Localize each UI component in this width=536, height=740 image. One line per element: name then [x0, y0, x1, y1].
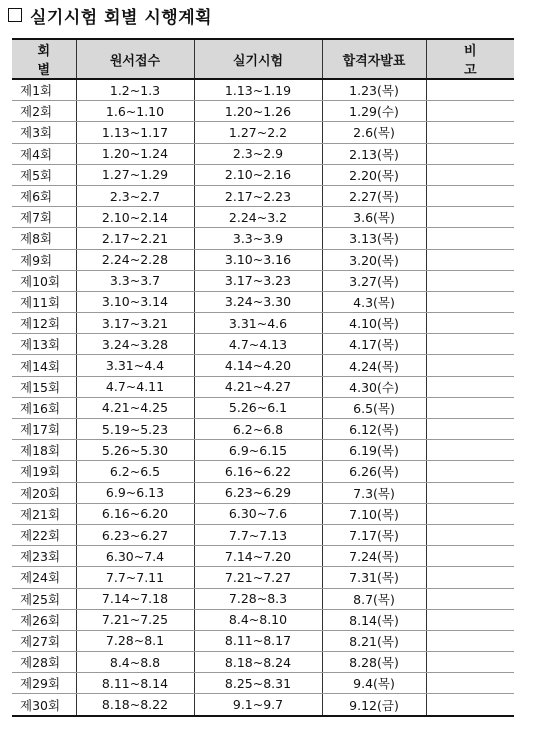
cell-round: 제29회 — [12, 673, 76, 694]
cell-application: 8.11~8.14 — [76, 673, 194, 694]
cell-remarks — [426, 249, 514, 270]
header-round: 회 별 — [12, 39, 76, 79]
cell-exam: 4.14~4.20 — [194, 355, 322, 376]
cell-announcement: 2.6(목) — [322, 122, 426, 143]
cell-round: 제3회 — [12, 122, 76, 143]
table-row — [12, 630, 514, 651]
cell-announcement: 8.21(목) — [322, 630, 426, 651]
cell-exam: 7.7~7.13 — [194, 524, 322, 545]
cell-application: 7.7~7.11 — [76, 567, 194, 588]
table-row — [12, 376, 514, 397]
cell-remarks — [426, 270, 514, 291]
cell-application: 1.6~1.10 — [76, 101, 194, 122]
cell-announcement: 8.28(목) — [322, 652, 426, 673]
table-row — [12, 461, 514, 482]
table-row — [12, 228, 514, 249]
cell-exam: 2.10~2.16 — [194, 164, 322, 185]
cell-application: 2.10~2.14 — [76, 207, 194, 228]
cell-announcement: 9.12(금) — [322, 694, 426, 716]
cell-application: 8.4~8.8 — [76, 652, 194, 673]
schedule-table — [12, 38, 514, 717]
cell-remarks — [426, 228, 514, 249]
cell-remarks — [426, 524, 514, 545]
cell-application: 7.28~8.1 — [76, 630, 194, 651]
cell-remarks — [426, 673, 514, 694]
cell-exam: 1.13~1.19 — [194, 79, 322, 101]
header-announcement: 합격자발표 — [322, 39, 426, 79]
cell-announcement: 8.14(목) — [322, 609, 426, 630]
cell-application: 2.3~2.7 — [76, 185, 194, 206]
cell-round: 제23회 — [12, 546, 76, 567]
cell-round: 제20회 — [12, 482, 76, 503]
table-row — [12, 440, 514, 461]
cell-application: 2.17~2.21 — [76, 228, 194, 249]
cell-exam: 8.25~8.31 — [194, 673, 322, 694]
header-row — [12, 39, 514, 79]
cell-round: 제4회 — [12, 143, 76, 164]
cell-remarks — [426, 376, 514, 397]
header-application: 원서접수 — [76, 39, 194, 79]
cell-application: 6.2~6.5 — [76, 461, 194, 482]
cell-announcement: 6.19(목) — [322, 440, 426, 461]
cell-exam: 6.2~6.8 — [194, 419, 322, 440]
cell-application: 4.21~4.25 — [76, 397, 194, 418]
cell-exam: 7.21~7.27 — [194, 567, 322, 588]
cell-announcement: 7.17(목) — [322, 524, 426, 545]
cell-exam: 1.20~1.26 — [194, 101, 322, 122]
cell-announcement: 4.3(목) — [322, 291, 426, 312]
cell-exam: 4.7~4.13 — [194, 334, 322, 355]
cell-application: 3.17~3.21 — [76, 313, 194, 334]
table-row — [12, 334, 514, 355]
cell-remarks — [426, 164, 514, 185]
cell-announcement: 6.12(목) — [322, 419, 426, 440]
cell-round: 제1회 — [12, 79, 76, 101]
table-row — [12, 673, 514, 694]
table-row — [12, 482, 514, 503]
cell-remarks — [426, 503, 514, 524]
cell-round: 제15회 — [12, 376, 76, 397]
table-row — [12, 313, 514, 334]
cell-application: 5.26~5.30 — [76, 440, 194, 461]
cell-remarks — [426, 79, 514, 101]
cell-round: 제21회 — [12, 503, 76, 524]
cell-exam: 6.16~6.22 — [194, 461, 322, 482]
cell-exam: 6.30~7.6 — [194, 503, 322, 524]
table-row — [12, 270, 514, 291]
cell-round: 제8회 — [12, 228, 76, 249]
cell-round: 제28회 — [12, 652, 76, 673]
cell-announcement: 7.24(목) — [322, 546, 426, 567]
cell-remarks — [426, 546, 514, 567]
cell-round: 제13회 — [12, 334, 76, 355]
cell-application: 5.19~5.23 — [76, 419, 194, 440]
cell-round: 제18회 — [12, 440, 76, 461]
cell-application: 6.23~6.27 — [76, 524, 194, 545]
cell-announcement: 4.24(목) — [322, 355, 426, 376]
table-row — [12, 79, 514, 101]
cell-announcement: 6.5(목) — [322, 397, 426, 418]
cell-remarks — [426, 567, 514, 588]
cell-remarks — [426, 101, 514, 122]
cell-announcement: 2.13(목) — [322, 143, 426, 164]
cell-remarks — [426, 630, 514, 651]
cell-remarks — [426, 440, 514, 461]
cell-application: 3.10~3.14 — [76, 291, 194, 312]
table-row — [12, 101, 514, 122]
cell-round: 제25회 — [12, 588, 76, 609]
cell-remarks — [426, 419, 514, 440]
cell-application: 6.9~6.13 — [76, 482, 194, 503]
cell-round: 제12회 — [12, 313, 76, 334]
cell-round: 제5회 — [12, 164, 76, 185]
cell-remarks — [426, 185, 514, 206]
cell-application: 7.21~7.25 — [76, 609, 194, 630]
cell-remarks — [426, 694, 514, 716]
cell-exam: 3.10~3.16 — [194, 249, 322, 270]
cell-remarks — [426, 291, 514, 312]
cell-exam: 8.18~8.24 — [194, 652, 322, 673]
cell-round: 제11회 — [12, 291, 76, 312]
cell-announcement: 6.26(목) — [322, 461, 426, 482]
cell-exam: 6.9~6.15 — [194, 440, 322, 461]
cell-remarks — [426, 482, 514, 503]
cell-exam: 7.28~8.3 — [194, 588, 322, 609]
cell-application: 1.2~1.3 — [76, 79, 194, 101]
cell-exam: 2.17~2.23 — [194, 185, 322, 206]
table-row — [12, 419, 514, 440]
cell-application: 1.13~1.17 — [76, 122, 194, 143]
cell-exam: 7.14~7.20 — [194, 546, 322, 567]
table-row — [12, 185, 514, 206]
page-title: 실기시험 회별 시행계획 — [30, 7, 213, 28]
cell-round: 제19회 — [12, 461, 76, 482]
table-row — [12, 249, 514, 270]
cell-announcement: 7.10(목) — [322, 503, 426, 524]
cell-announcement: 3.6(목) — [322, 207, 426, 228]
cell-exam: 2.3~2.9 — [194, 143, 322, 164]
cell-exam: 5.26~6.1 — [194, 397, 322, 418]
table-row — [12, 143, 514, 164]
cell-round: 제26회 — [12, 609, 76, 630]
cell-announcement: 3.13(목) — [322, 228, 426, 249]
cell-remarks — [426, 313, 514, 334]
table-row — [12, 503, 514, 524]
cell-announcement: 4.10(목) — [322, 313, 426, 334]
table-row — [12, 524, 514, 545]
cell-round: 제6회 — [12, 185, 76, 206]
cell-round: 제30회 — [12, 694, 76, 716]
cell-application: 4.7~4.11 — [76, 376, 194, 397]
cell-exam: 4.21~4.27 — [194, 376, 322, 397]
table-row — [12, 397, 514, 418]
cell-exam: 8.4~8.10 — [194, 609, 322, 630]
cell-remarks — [426, 355, 514, 376]
cell-exam: 3.31~4.6 — [194, 313, 322, 334]
cell-remarks — [426, 207, 514, 228]
cell-remarks — [426, 397, 514, 418]
table-row — [12, 546, 514, 567]
checkbox-square-icon — [8, 8, 22, 22]
cell-application: 3.3~3.7 — [76, 270, 194, 291]
table-row — [12, 164, 514, 185]
table-row — [12, 652, 514, 673]
cell-application: 8.18~8.22 — [76, 694, 194, 716]
cell-exam: 6.23~6.29 — [194, 482, 322, 503]
cell-announcement: 3.27(목) — [322, 270, 426, 291]
cell-round: 제2회 — [12, 101, 76, 122]
cell-announcement: 3.20(목) — [322, 249, 426, 270]
cell-announcement: 8.7(목) — [322, 588, 426, 609]
header-remarks: 비 고 — [426, 39, 514, 79]
cell-announcement: 1.29(수) — [322, 101, 426, 122]
cell-announcement: 4.30(수) — [322, 376, 426, 397]
cell-application: 3.31~4.4 — [76, 355, 194, 376]
title-row — [8, 2, 212, 28]
cell-exam: 3.17~3.23 — [194, 270, 322, 291]
cell-announcement: 4.17(목) — [322, 334, 426, 355]
cell-round: 제22회 — [12, 524, 76, 545]
cell-round: 제16회 — [12, 397, 76, 418]
table-row — [12, 291, 514, 312]
cell-remarks — [426, 334, 514, 355]
cell-application: 3.24~3.28 — [76, 334, 194, 355]
cell-remarks — [426, 461, 514, 482]
cell-round: 제10회 — [12, 270, 76, 291]
cell-round: 제24회 — [12, 567, 76, 588]
cell-remarks — [426, 652, 514, 673]
table-row — [12, 355, 514, 376]
cell-application: 2.24~2.28 — [76, 249, 194, 270]
table-body — [12, 79, 514, 716]
cell-round: 제27회 — [12, 630, 76, 651]
cell-announcement: 2.27(목) — [322, 185, 426, 206]
cell-round: 제14회 — [12, 355, 76, 376]
cell-round: 제17회 — [12, 419, 76, 440]
cell-application: 7.14~7.18 — [76, 588, 194, 609]
table-row — [12, 609, 514, 630]
cell-announcement: 1.23(목) — [322, 79, 426, 101]
cell-application: 1.27~1.29 — [76, 164, 194, 185]
cell-exam: 8.11~8.17 — [194, 630, 322, 651]
cell-exam: 2.24~3.2 — [194, 207, 322, 228]
cell-remarks — [426, 143, 514, 164]
table-row — [12, 588, 514, 609]
cell-remarks — [426, 588, 514, 609]
table-row — [12, 567, 514, 588]
cell-application: 1.20~1.24 — [76, 143, 194, 164]
table-row — [12, 207, 514, 228]
cell-round: 제9회 — [12, 249, 76, 270]
cell-remarks — [426, 609, 514, 630]
cell-announcement: 7.31(목) — [322, 567, 426, 588]
cell-exam: 3.24~3.30 — [194, 291, 322, 312]
cell-remarks — [426, 122, 514, 143]
cell-exam: 1.27~2.2 — [194, 122, 322, 143]
cell-announcement: 7.3(목) — [322, 482, 426, 503]
cell-application: 6.30~7.4 — [76, 546, 194, 567]
table-row — [12, 122, 514, 143]
cell-round: 제7회 — [12, 207, 76, 228]
cell-announcement: 2.20(목) — [322, 164, 426, 185]
header-exam: 실기시험 — [194, 39, 322, 79]
table-row — [12, 694, 514, 716]
cell-application: 6.16~6.20 — [76, 503, 194, 524]
cell-exam: 9.1~9.7 — [194, 694, 322, 716]
cell-exam: 3.3~3.9 — [194, 228, 322, 249]
cell-announcement: 9.4(목) — [322, 673, 426, 694]
